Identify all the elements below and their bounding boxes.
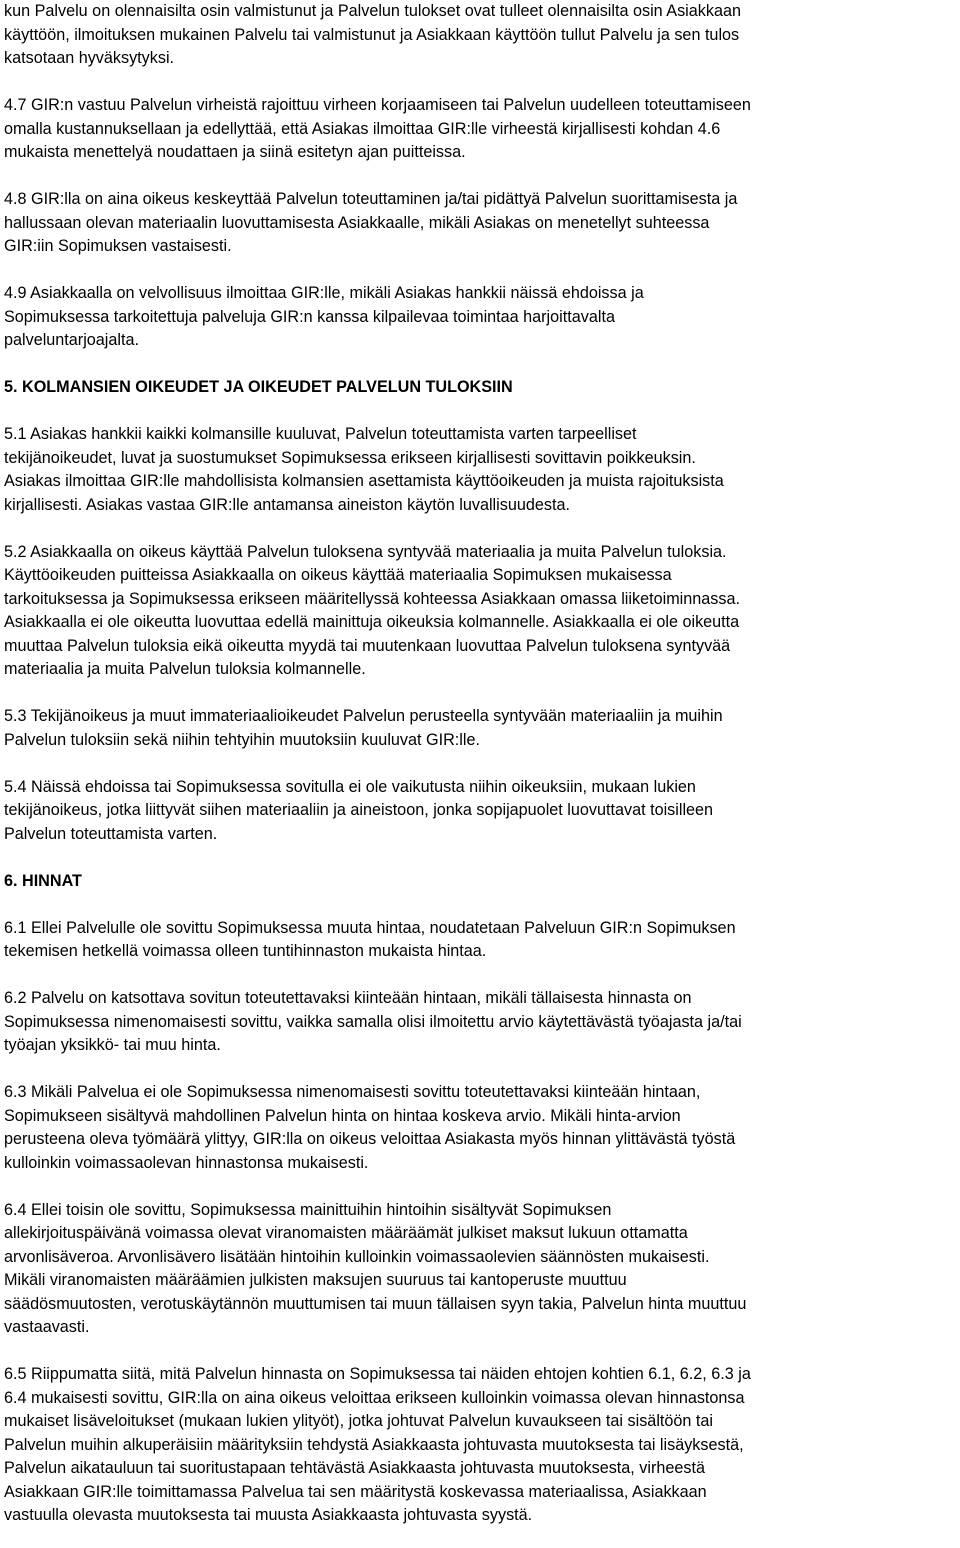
- text-line: 5.2 Asiakkaalla on oikeus käyttää Palvelun tuloksena syntyvää materiaalia ja muita Palvelun tuloksia.: [4, 542, 727, 561]
- text-line: Palvelun muihin alkuperäisiin määrityksiin tehdystä Asiakkaasta johtuvasta muutoksesta tai lisäyksestä,: [4, 1435, 744, 1454]
- text-line: Käyttöoikeuden puitteissa Asiakkaalla on oikeus käyttää materiaalia Sopimuksen mukaisessa: [4, 566, 672, 584]
- text-line: tekemisen hetkellä voimassa olleen tuntihinnaston mukaista hintaa.: [4, 942, 487, 960]
- text-line: 5.3 Tekijänoikeus ja muut immateriaalioikeudet Palvelun perusteella syntyvään materiaaliin ja muihin: [4, 707, 723, 725]
- text-line: kirjallisesti. Asiakas vastaa GIR:lle antamansa aineiston käytön luvallisuudesta.: [4, 495, 570, 514]
- text-line: Palvelun toteuttamista varten.: [4, 824, 218, 843]
- paragraph-5-3: [4, 705, 960, 752]
- text-line: tekijänoikeus, jotka liittyvät siihen materiaaliin ja aineistoon, jonka sopijapuolet luovuttavat toisilleen: [4, 801, 714, 819]
- text-line: tekijänoikeudet, luvat ja suostumukset Sopimuksessa erikseen kirjallisesti sovittavin poikkeuksin.: [4, 448, 696, 467]
- text-line: muuttaa Palvelun tuloksia eikä oikeutta myydä tai muutenkaan luovuttaa Palvelun tuloksena syntyvää: [4, 636, 731, 655]
- text-line: palveluntarjoajalta.: [4, 331, 139, 349]
- paragraph-4-7: [4, 94, 960, 165]
- text-line: hallussaan olevan materiaalin luovuttamisesta Asiakkaalle, mikäli Asiakas on menetellyt suhteessa: [4, 213, 710, 232]
- text-line: Asiakkaalla ei ole oikeutta luovuttaa edellä mainittuja oikeuksia kolmannelle. Asiakkaalla ei ole oikeutta: [4, 613, 740, 631]
- text-line: Sopimukseen sisältyvä mahdollinen Palvelun hinta on hintaa koskeva arvio. Mikäli hinta-arvion: [4, 1106, 681, 1125]
- section-heading-5: 5. KOLMANSIEN OIKEUDET JA OIKEUDET PALVELUN TULOKSIIN: [4, 378, 513, 396]
- text-line: Palvelun aikatauluun tai suoritustapaan tehtävästä Asiakkaasta johtuvasta muutoksesta, virheestä: [4, 1459, 705, 1477]
- text-line: 6.4 mukaisesti sovittu, GIR:lla on aina oikeus veloittaa erikseen kulloinkin voimassa olevan hinnastonsa: [4, 1388, 745, 1407]
- text-line: perusteena oleva työmäärä ylittyy, GIR:lla on oikeus veloittaa Asiakasta myös hinnan ylittävästä työstä: [4, 1130, 736, 1148]
- paragraph-intro: [4, 0, 960, 71]
- text-line: 4.7 GIR:n vastuu Palvelun virheistä rajoittuu virheen korjaamiseen tai Palvelun uudelleen toteuttamiseen: [4, 96, 751, 114]
- text-line: allekirjoituspäivänä voimassa olevat viranomaisten määräämät julkiset maksut lukuun ottamatta: [4, 1224, 688, 1242]
- text-line: vastaavasti.: [4, 1318, 90, 1336]
- text-line: omalla kustannuksellaan ja edellyttää, että Asiakas ilmoittaa GIR:lle virheestä kirjallisesti kohdan 4.6: [4, 119, 721, 138]
- text-line: 6.3 Mikäli Palvelua ei ole Sopimuksessa nimenomaisesti sovittu toteutettavaksi kiinteään hintaan,: [4, 1083, 701, 1101]
- text-line: Sopimuksessa nimenomaisesti sovittu, vaikka samalla olisi ilmoitettu arvio käytettävästä työajasta ja/tai: [4, 1012, 742, 1031]
- paragraph-4-8: [4, 188, 960, 259]
- text-line: mukaiset lisäveloitukset (mukaan lukien ylityöt), jotka johtuvat Palvelun kuvaukseen tai sisältöön tai: [4, 1412, 714, 1430]
- text-line: mukaista menettelyä noudattaen ja siinä esitetyn ajan puitteissa.: [4, 143, 466, 161]
- text-line: Mikäli viranomaisten määräämien julkisten maksujen suuruus tai kantoperuste muuttuu: [4, 1271, 627, 1289]
- section-heading-6: 6. HINNAT: [4, 871, 82, 890]
- paragraph-5-1: [4, 423, 960, 517]
- text-line: 5.1 Asiakas hankkii kaikki kolmansille kuuluvat, Palvelun toteuttamista varten tarpeelliset: [4, 425, 637, 443]
- text-line: GIR:iin Sopimuksen vastaisesti.: [4, 237, 232, 255]
- text-line: Palvelun tuloksiin sekä niihin tehtyihin muutoksiin kuuluvat GIR:lle.: [4, 730, 480, 749]
- text-line: työajan yksikkö- tai muu hinta.: [4, 1036, 221, 1054]
- text-line: 6.1 Ellei Palvelulle ole sovittu Sopimuksessa muuta hintaa, noudatetaan Palveluun GIR:n Sopimuksen: [4, 918, 736, 937]
- text-line: 6.4 Ellei toisin ole sovittu, Sopimuksessa mainittuihin hintoihin sisältyvät Sopimuksen: [4, 1200, 612, 1219]
- text-line: käyttöön, ilmoituksen mukainen Palvelu tai valmistunut ja Asiakkaan käyttöön tullut Palvelu ja sen tulos: [4, 25, 740, 44]
- paragraph-6-5: [4, 1363, 960, 1528]
- text-line: tarkoituksessa ja Sopimuksessa erikseen määritellyssä kohteessa Asiakkaan omassa liiketoiminnassa.: [4, 589, 740, 608]
- paragraph-4-9: [4, 282, 960, 353]
- text-line: Asiakas ilmoittaa GIR:lle mahdollisista kolmansien asettamista käyttöoikeuden ja muista rajoituksista: [4, 472, 724, 490]
- paragraph-6-1: [4, 917, 960, 964]
- document-page: [4, 0, 960, 1528]
- text-line: vastuulla olevasta muutoksesta tai muusta Asiakkaasta johtuvasta syystä.: [4, 1506, 533, 1524]
- text-line: Asiakkaan GIR:lle toimittamassa Palvelua tai sen määritystä koskevassa materiaalissa, Asiakkaan: [4, 1482, 707, 1501]
- text-line: arvonlisäveroa. Arvonlisävero lisätään hintoihin kulloinkin voimassaolevien säännösten mukaisesti.: [4, 1247, 710, 1266]
- text-line: kun Palvelu on olennaisilta osin valmistunut ja Palvelun tulokset ovat tulleet olennaisilta osin Asiakkaan: [4, 2, 741, 20]
- text-line: Sopimuksessa tarkoitettuja palveluja GIR:n kanssa kilpailevaa toimintaa harjoittavalta: [4, 307, 615, 326]
- paragraph-5-4: [4, 776, 960, 847]
- text-line: 6.2 Palvelu on katsottava sovitun toteutettavaksi kiinteään hintaan, mikäli tällaisesta hinnasta on: [4, 989, 692, 1007]
- paragraph-6-4: [4, 1199, 960, 1340]
- text-line: säädösmuutosten, verotuskäytännön muuttumisen tai muun tällaisen syyn takia, Palvelun hinta muuttuu: [4, 1294, 747, 1313]
- text-line: kulloinkin voimassaolevan hinnastonsa mukaisesti.: [4, 1153, 369, 1172]
- text-line: 6.5 Riippumatta siitä, mitä Palvelun hinnasta on Sopimuksessa tai näiden ehtojen kohtien 6.1, 6.2, 6.3 ja: [4, 1365, 751, 1383]
- paragraph-5-2: [4, 541, 960, 682]
- text-line: 4.8 GIR:lla on aina oikeus keskeyttää Palvelun toteuttaminen ja/tai pidättyä Palvelun suorittamisesta ja: [4, 190, 738, 208]
- text-line: 4.9 Asiakkaalla on velvollisuus ilmoittaa GIR:lle, mikäli Asiakas hankkii näissä ehdoissa ja: [4, 284, 644, 302]
- text-line: materiaalia ja muita Palvelun tuloksia kolmannelle.: [4, 660, 366, 678]
- paragraph-6-3: [4, 1081, 960, 1175]
- text-line: 5.4 Näissä ehdoissa tai Sopimuksessa sovitulla ei ole vaikutusta niihin oikeuksiin, mukaan lukien: [4, 777, 696, 796]
- paragraph-6-2: [4, 987, 960, 1058]
- text-line: katsotaan hyväksytyksi.: [4, 49, 175, 67]
